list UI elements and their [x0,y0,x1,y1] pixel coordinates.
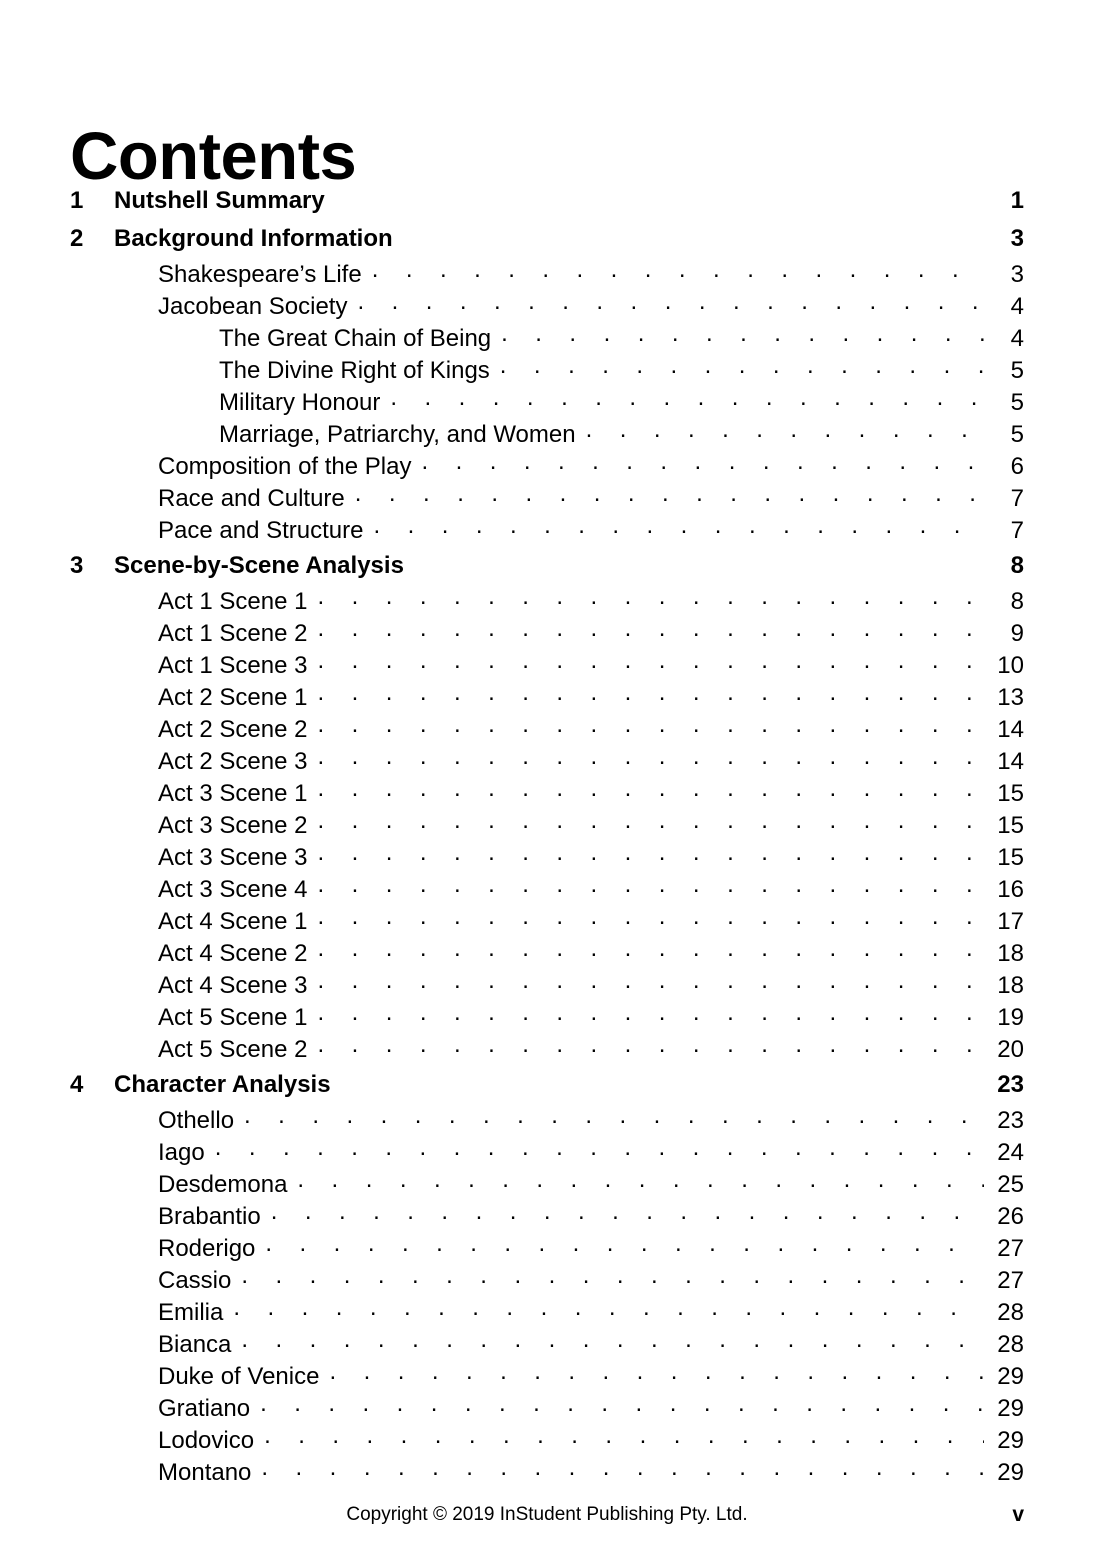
toc-entry[interactable] [70,258,1024,290]
page-footer [70,1500,1024,1530]
toc-entry-label: Military Honour [219,389,381,416]
footer-page-number: v [1012,1503,1024,1526]
toc-entry-label: The Divine Right of Kings [219,357,490,384]
toc-entry[interactable] [70,1392,1024,1424]
toc-entry[interactable] [70,649,1024,681]
dot-leader [265,1232,984,1256]
toc-entry-label: Act 4 Scene 1 [158,908,308,935]
toc-entry-label: Brabantio [158,1203,261,1230]
dot-leader [317,809,984,833]
toc-entry-page: 17 [997,908,1024,935]
toc-entry-label: Scene-by-Scene Analysis [114,552,404,579]
toc-entry[interactable] [70,1456,1024,1488]
toc-entry-page: 29 [997,1427,1024,1454]
toc-entry-label: Background Information [114,225,393,252]
toc-entry-label: Act 5 Scene 2 [158,1036,308,1063]
toc-entry[interactable] [70,777,1024,809]
dot-leader [355,482,984,506]
toc-entry-page: 3 [1010,225,1024,252]
dot-leader [372,258,984,282]
dot-leader [501,322,984,346]
toc-entry-page: 29 [997,1459,1024,1486]
toc-entry-label: Duke of Venice [158,1363,320,1390]
toc-entry-page: 18 [997,940,1024,967]
dot-leader [317,1033,984,1057]
toc-entry-page: 26 [997,1203,1024,1230]
toc-entry[interactable] [70,1360,1024,1392]
table-of-contents-list [70,183,1024,1488]
toc-entry[interactable] [70,969,1024,1001]
toc-entry[interactable] [70,1104,1024,1136]
toc-entry-label: Marriage, Patriarchy, and Women [219,421,576,448]
dot-leader [317,937,984,961]
toc-entry-page: 14 [997,716,1024,743]
toc-entry[interactable] [70,1001,1024,1033]
toc-entry-page: 5 [1010,389,1024,416]
dot-leader [317,969,984,993]
dot-leader [317,841,984,865]
toc-entry[interactable] [70,450,1024,482]
toc-entry-page: 18 [997,972,1024,999]
dot-leader [244,1104,984,1128]
dot-leader [264,1424,984,1448]
toc-entry-page: 8 [1010,588,1024,615]
toc-entry-page: 5 [1010,357,1024,384]
dot-leader [329,1360,984,1384]
toc-entry[interactable] [70,585,1024,617]
toc-entry-number: 4 [70,1071,84,1098]
toc-entry-page: 7 [1010,517,1024,544]
toc-entry-label: Act 2 Scene 2 [158,716,308,743]
toc-entry-page: 10 [997,652,1024,679]
toc-entry-page: 28 [997,1331,1024,1358]
toc-entry-label: Act 1 Scene 2 [158,620,308,647]
toc-entry-page: 6 [1010,453,1024,480]
toc-entry[interactable] [70,745,1024,777]
toc-entry-page: 7 [1010,485,1024,512]
toc-entry[interactable] [70,841,1024,873]
dot-leader [317,649,984,673]
toc-entry-label: Nutshell Summary [114,187,325,214]
toc-entry[interactable] [70,873,1024,905]
dot-leader [317,745,984,769]
toc-entry[interactable] [70,514,1024,546]
toc-entry[interactable] [70,713,1024,745]
dot-leader [317,681,984,705]
toc-entry-label: Act 3 Scene 4 [158,876,308,903]
toc-entry[interactable] [70,1264,1024,1296]
toc-entry-label: Act 5 Scene 1 [158,1004,308,1031]
dot-leader [317,1001,984,1025]
toc-entry-page: 29 [997,1363,1024,1390]
toc-entry[interactable] [70,905,1024,937]
dot-leader [271,1200,984,1224]
page-title: Contents [70,118,357,194]
toc-entry[interactable] [70,1065,1024,1104]
toc-entry-label: Jacobean Society [158,293,348,320]
toc-entry-page: 20 [997,1036,1024,1063]
toc-entry[interactable] [70,1136,1024,1168]
toc-entry[interactable] [70,354,1024,386]
toc-entry-number: 1 [70,187,84,214]
toc-entry[interactable] [70,1200,1024,1232]
toc-entry-number: 3 [70,552,84,579]
toc-entry-label: Cassio [158,1267,232,1294]
toc-entry-label: Gratiano [158,1395,251,1422]
dot-leader [241,1264,984,1288]
dot-leader [403,222,984,246]
toc-entry-page: 15 [997,780,1024,807]
toc-entry-label: Act 1 Scene 3 [158,652,308,679]
toc-entry-label: Emilia [158,1299,224,1326]
toc-entry-label: Act 4 Scene 3 [158,972,308,999]
dot-leader [357,290,984,314]
toc-entry-label: Lodovico [158,1427,255,1454]
dot-leader [317,585,984,609]
dot-leader [335,184,984,208]
dot-leader [586,418,984,442]
dot-leader [260,1392,984,1416]
toc-entry-page: 24 [997,1139,1024,1166]
toc-entry-label: Act 1 Scene 1 [158,588,308,615]
toc-entry[interactable] [70,322,1024,354]
toc-entry-page: 1 [1010,187,1024,214]
toc-entry[interactable] [70,681,1024,713]
toc-entry-page: 15 [997,844,1024,871]
dot-leader [373,514,984,538]
toc-entry[interactable] [70,386,1024,418]
toc-entry-label: Othello [158,1107,235,1134]
dot-leader [297,1168,984,1192]
toc-entry-label: Bianca [158,1331,232,1358]
dot-leader [317,777,984,801]
toc-entry-page: 14 [997,748,1024,775]
toc-entry-label: Roderigo [158,1235,256,1262]
toc-entry-label: Iago [158,1139,205,1166]
toc-entry[interactable] [70,1328,1024,1360]
toc-entry[interactable] [70,219,1024,258]
dot-leader [233,1296,984,1320]
toc-entry-number: 2 [70,225,84,252]
dot-leader [215,1136,984,1160]
dot-leader [500,354,984,378]
toc-entry-label: The Great Chain of Being [219,325,492,352]
toc-entry[interactable] [70,290,1024,322]
toc-entry[interactable] [70,1424,1024,1456]
toc-entry-label: Composition of the Play [158,453,412,480]
toc-entry-page: 8 [1010,552,1024,579]
toc-entry-label: Montano [158,1459,252,1486]
toc-entry[interactable] [70,1232,1024,1264]
toc-entry-label: Act 3 Scene 3 [158,844,308,871]
dot-leader [261,1456,984,1480]
toc-entry[interactable] [70,809,1024,841]
toc-entry-label: Act 2 Scene 1 [158,684,308,711]
toc-entry[interactable] [70,482,1024,514]
toc-entry-page: 23 [997,1107,1024,1134]
toc-entry-page: 5 [1010,421,1024,448]
toc-entry-page: 29 [997,1395,1024,1422]
toc-entry-page: 27 [997,1267,1024,1294]
toc-entry-page: 4 [1010,325,1024,352]
toc-entry-page: 19 [997,1004,1024,1031]
toc-entry-page: 23 [997,1071,1024,1098]
toc-entry-page: 16 [997,876,1024,903]
dot-leader [317,617,984,641]
toc-entry-page: 4 [1010,293,1024,320]
toc-entry-page: 15 [997,812,1024,839]
toc-entry-page: 9 [1010,620,1024,647]
dot-leader [414,549,984,573]
toc-entry[interactable] [70,1296,1024,1328]
toc-entry-page: 27 [997,1235,1024,1262]
toc-entry[interactable] [70,546,1024,585]
copyright-notice: Copyright © 2019 InStudent Publishing Pty. Ltd. [346,1504,748,1525]
toc-entry[interactable] [70,617,1024,649]
toc-entry-label: Act 3 Scene 1 [158,780,308,807]
toc-entry-label: Desdemona [158,1171,288,1198]
toc-entry-label: Act 4 Scene 2 [158,940,308,967]
toc-entry[interactable] [70,418,1024,450]
toc-entry-page: 3 [1010,261,1024,288]
toc-entry-page: 25 [997,1171,1024,1198]
dot-leader [317,873,984,897]
dot-leader [241,1328,984,1352]
toc-entry-page: 13 [997,684,1024,711]
toc-entry[interactable] [70,1033,1024,1065]
toc-entry-label: Act 3 Scene 2 [158,812,308,839]
dot-leader [421,450,984,474]
dot-leader [317,713,984,737]
dot-leader [317,905,984,929]
dot-leader [341,1068,984,1092]
toc-entry-label: Character Analysis [114,1071,331,1098]
toc-entry-label: Act 2 Scene 3 [158,748,308,775]
toc-entry[interactable] [70,183,1024,219]
toc-entry[interactable] [70,937,1024,969]
dot-leader [390,386,984,410]
toc-entry[interactable] [70,1168,1024,1200]
toc-entry-label: Race and Culture [158,485,345,512]
toc-entry-label: Pace and Structure [158,517,364,544]
toc-entry-page: 28 [997,1299,1024,1326]
toc-entry-label: Shakespeare’s Life [158,261,362,288]
